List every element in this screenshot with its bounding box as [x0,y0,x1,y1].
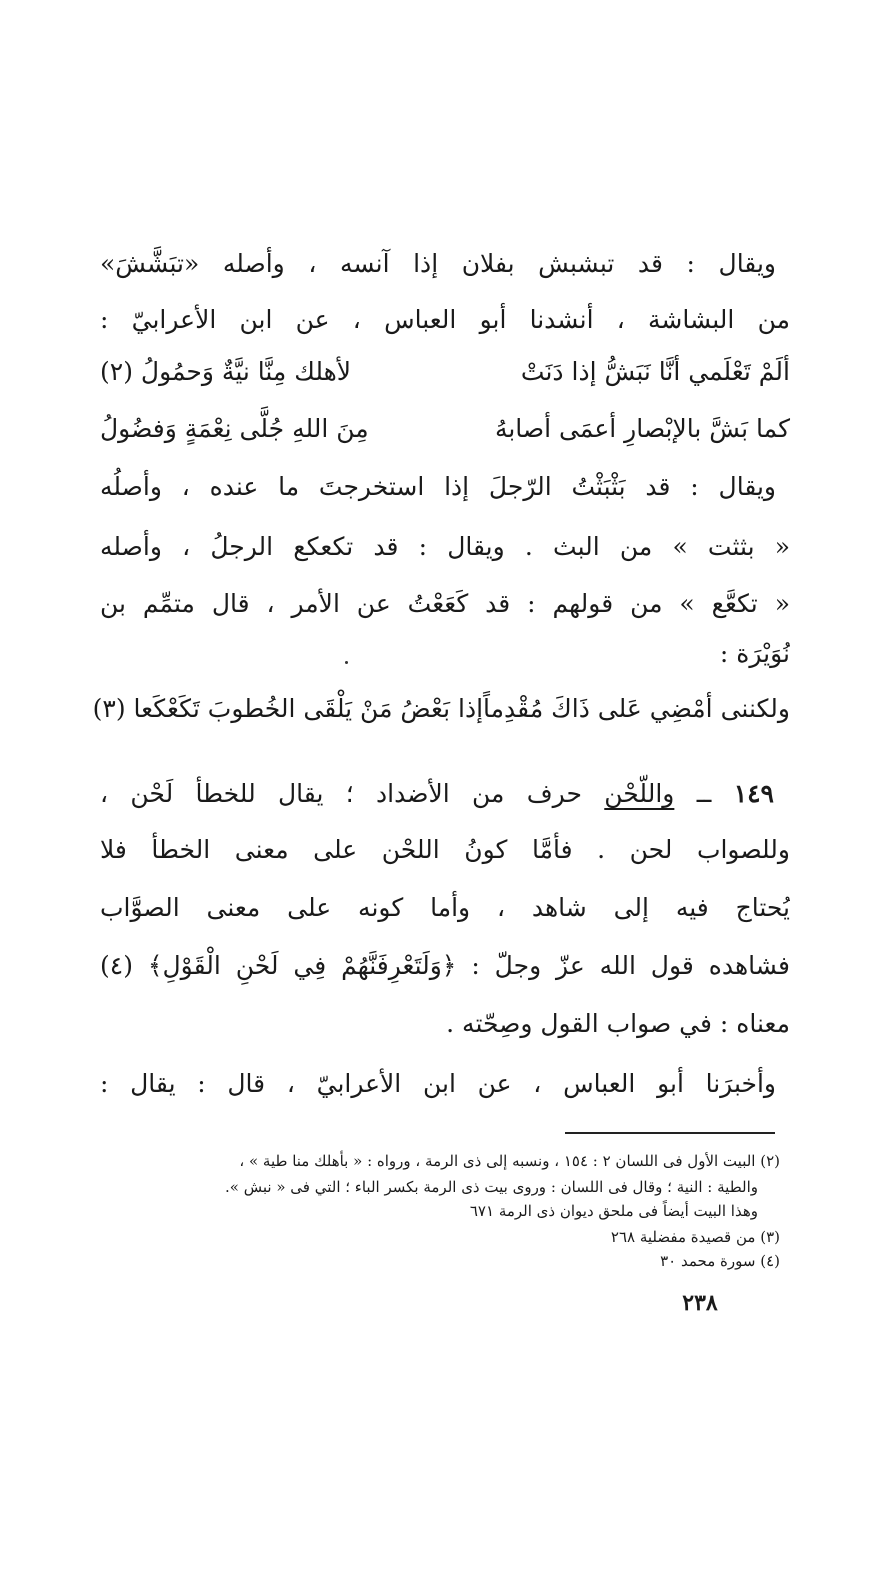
verse-3-first-hemistich: ولكننى أمْضِي عَلى ذَاكَ مُقْدِماً [483,694,790,723]
text-line-6: نُوَيْرَة : [719,639,790,668]
section-line-2: يُحتاج فيه إلى شاهد ، وأما كونه على معنى الصوَّاب [100,893,790,922]
section-heading-rest: حرف من الأضداد ؛ يقال للخطأ لَحْن ، [100,779,582,808]
footnote-3: (٣) من قصيدة مفضلية ٢٦٨ [610,1228,780,1246]
text-line-4: « بثثت » من البث . ويقال : قد تكعكع الرجلُ ، وأصله [100,532,790,561]
footnote-2-continued: والطية : النية ؛ وقال فى اللسان : وروى بيت ذى الرمة بكسر الباء ؛ التي فى « نبش ». [225,1178,758,1196]
verse-2 [100,405,790,453]
text-line-1: ويقال : قد تبشبش بفلان إذا آنسه ، وأصله «تبَشَّشَ» [100,249,776,278]
text-line-3: ويقال : قد بَثْبَثْتُ الرّجلَ إذا استخرجتَ ما عنده ، وأصلُه [100,472,776,501]
section-line-5: وأخبرَنا أبو العباس ، عن ابن الأعرابيّ ، قال : يقال : [100,1069,776,1098]
text-line-2: من البشاشة ، أنشدنا أبو العباس ، عن ابن الأعرابيّ : [100,305,790,334]
verse-2-first-hemistich: كما بَشَّ بالإبْصارِ أعمَى أصابهُ [494,414,790,443]
section-line-1: وللصواب لحن . فأمَّا كونُ اللحْن على معنى الخطأ فلا [100,835,790,864]
verse-3 [92,685,790,733]
section-number: ١٤٩ [733,779,774,808]
page-number: ٢٣٨ [682,1290,718,1316]
footnote-separator [565,1132,775,1134]
ink-speck [345,661,348,664]
verse-1-first-hemistich: ألَمْ تَعْلَمي أنَّا نَبَشُّ إذا دَنَتْ [520,357,790,386]
verse-1 [100,348,790,396]
section-dash: ــ [696,779,712,808]
text-line-5: « تكعَّع » من قولهم : قد كَعَعْتُ عن الأمر ، قال متمِّم بن [100,589,790,618]
verse-2-second-hemistich: مِنَ اللهِ جُلَّى نِعْمَةٍ وَفضُولُ [100,414,369,443]
footnote-4: (٤) سورة محمد ٣٠ [660,1252,780,1270]
verse-1-second-hemistich: لأهلك مِنَّا نيَّةٌ وَحمُولُ (٢) [100,357,352,386]
section-heading-line [100,770,774,820]
verse-3-second-hemistich: إذا بَعْضُ مَنْ يَلْقَى الخُطوبَ تَكَعْكَعا (٣) [92,694,484,723]
section-line-3: فشاهده قول الله عزّ وجلّ : ﴿وَلَتَعْرِفَنَّهُمْ فِي لَحْنِ الْقَوْلِ﴾ (٤) [100,951,790,980]
section-term: واللّحْن [604,779,675,808]
footnote-2-continued-2: وهذا البيت أيضاً فى ملحق ديوان ذى الرمة ٦٧١ [469,1202,758,1220]
section-line-4: معناه : في صواب القول وصِحّته . [446,1009,790,1038]
footnote-2: (٢) البيت الأول فى اللسان ٢ : ١٥٤ ، ونسبه إلى ذى الرمة ، ورواه : « بأهلك منا طية » ، [239,1152,780,1170]
